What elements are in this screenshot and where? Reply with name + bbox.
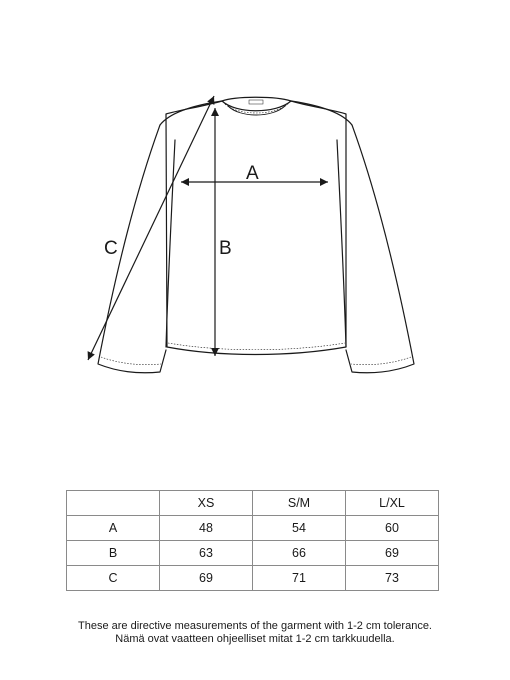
table-cell: 66 — [253, 541, 346, 566]
table-header-cell — [67, 491, 160, 516]
note-line-finnish: Nämä ovat vaatteen ohjeelliset mitat 1-2 cm tarkkuudella. — [115, 633, 395, 645]
tolerance-note — [0, 620, 510, 646]
dimension-b-label: B — [219, 238, 232, 259]
table-header-cell: L/XL — [346, 491, 439, 516]
size-table — [66, 490, 439, 591]
note-line-english: These are directive measurements of the garment with 1-2 cm tolerance. — [78, 620, 432, 632]
left-cuff-stitch — [101, 357, 161, 365]
neck-label — [249, 100, 263, 104]
table-cell: 69 — [160, 566, 253, 591]
dimension-a-arrow-left — [181, 178, 189, 186]
dimension-b-arrow-top — [211, 108, 219, 116]
table-cell: 69 — [346, 541, 439, 566]
table-cell: 71 — [253, 566, 346, 591]
dimension-c-line — [88, 96, 214, 360]
table-row — [67, 541, 439, 566]
left-sleeve-inner — [166, 140, 175, 347]
right-cuff-stitch — [351, 357, 411, 365]
table-cell: 73 — [346, 566, 439, 591]
right-sleeve-outline — [346, 125, 414, 373]
dimension-a-label: A — [246, 163, 259, 184]
table-header-row — [67, 491, 439, 516]
dimension-c-label: C — [104, 238, 118, 259]
table-cell: A — [67, 516, 160, 541]
table-cell: 48 — [160, 516, 253, 541]
table-cell: B — [67, 541, 160, 566]
table-row — [67, 516, 439, 541]
right-sleeve-inner — [337, 140, 346, 347]
dimension-b-arrow-bottom — [211, 348, 219, 356]
table-header-cell: XS — [160, 491, 253, 516]
table-cell: C — [67, 566, 160, 591]
hem-stitch — [168, 343, 345, 350]
table-header-cell: S/M — [253, 491, 346, 516]
table-cell: 54 — [253, 516, 346, 541]
table-cell: 60 — [346, 516, 439, 541]
table-row — [67, 566, 439, 591]
collar-outer — [222, 97, 291, 101]
table-cell: 63 — [160, 541, 253, 566]
dimension-a-arrow-right — [320, 178, 328, 186]
